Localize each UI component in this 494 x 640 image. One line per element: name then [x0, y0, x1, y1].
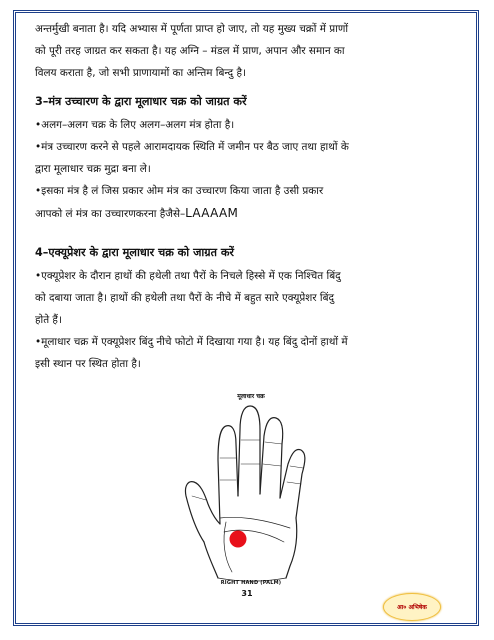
mantra-sound: LAAAAM: [185, 206, 239, 220]
author-stamp: आ० अभिषेक: [383, 593, 441, 621]
section-3-bullet-cont: [35, 202, 459, 225]
section-3-bullet-cont: द्वारा मूलाधार चक्र मुद्रा बना ले।: [35, 163, 151, 175]
section-4-bullet-cont: को दबाया जाता है। हाथों की हथेली तथा पैरों के नीचे में बहुत सारे एक्यूप्रेशर बिंदु: [35, 292, 335, 304]
palm-figure: [180, 392, 322, 588]
section-4-bullet: •मूलाधार चक्र में एक्यूप्रेशर बिंदु नीचे फोटो में दिखाया गया है। यह बिंदु दोनों हाथों में: [35, 336, 348, 348]
section-4-bullet: •एक्यूप्रेशर के दौरान हाथों की हथेली तथा पैरों के निचले हिस्से में एक निश्चित बिंदु: [35, 270, 341, 282]
section-3-bullet: •इसका मंत्र है लं जिस प्रकार ओम मंत्र का उच्चारण किया जाता है उसी प्रकार: [35, 185, 324, 197]
page-number: 31: [241, 589, 253, 598]
palm-outline-drawing: [180, 400, 322, 586]
figure-caption: RIGHT HAND (PALM): [220, 580, 282, 586]
section-3-bullet: •मंत्र उच्चारण करने से पहले आरामदायक स्थिति में जमीन पर बैठ जाए तथा हाथों के: [35, 141, 349, 153]
intro-line: विलय कराता है, जो सभी प्राणायामों का अन्तिम बिन्दु है।: [35, 67, 246, 79]
section-3-bullet: •अलग–अलग चक्र के लिए अलग–अलग मंत्र होता है।: [35, 119, 235, 131]
section-4-bullet-cont: इसी स्थान पर स्थित होता है।: [35, 358, 141, 370]
section-4-bullet-cont: होते हैं।: [35, 314, 62, 326]
intro-line: अन्तर्मुखी बनाता है। यदि अभ्यास में पूर्णता प्राप्त हो जाए, तो यह मुख्य चक्रों में प्राणों: [35, 23, 349, 35]
section-3-heading: 3–मंत्र उच्चारण के द्वारा मूलाधार चक्र को जाग्रत करें: [35, 95, 247, 108]
figure-title: मूलाधार चक्र: [237, 393, 265, 400]
intro-line: को पूरी तरह जाग्रत कर सकता है। यह अग्नि – मंडल में प्राण, अपान और समान का: [35, 45, 345, 57]
section-4-heading: 4–एक्यूप्रेशर के द्वारा मूलाधार चक्र को जाग्रत करें: [35, 246, 235, 259]
page-content: [35, 18, 459, 375]
acupressure-point-marker: [230, 531, 247, 548]
mantra-instruction: आपको लं मंत्र का उच्चारणकरना हैजैसे–: [35, 208, 186, 220]
